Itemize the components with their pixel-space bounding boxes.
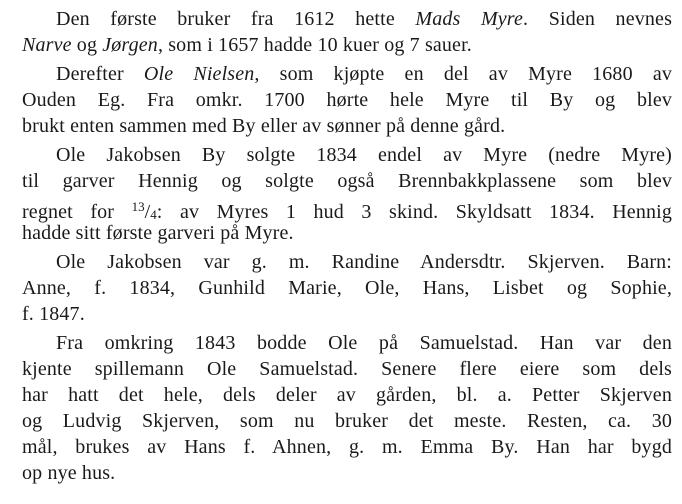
text-run: Den første bruker fra 1612 hette: [56, 8, 416, 30]
text-run: Fra omkring 1843 bodde Ole på Samuelstad. Han var den: [56, 332, 672, 354]
text-run: Ouden Eg. Fra omkr. 1700 hørte hele Myre til By og blev: [22, 89, 672, 111]
paragraph-1-line-2: [22, 32, 672, 58]
text-run: . Siden nevnes: [523, 8, 672, 30]
fraction-part: 13: [131, 199, 145, 214]
italic-name: Mads Myre: [415, 8, 524, 30]
text-run: til garver Hennig og solgte også Brennbakkplassene som blev: [22, 170, 672, 192]
text-run: hadde sitt første garveri på Myre.: [22, 222, 294, 244]
paragraph-2-line-1: [56, 61, 672, 87]
paragraph-3-line-3: [22, 194, 672, 223]
text-run: /: [144, 201, 151, 223]
italic-name: Ole Nielsen: [143, 63, 255, 85]
paragraph-5-line-4: [22, 408, 672, 434]
paragraph-5-line-3: [22, 382, 672, 408]
text-run: op nye hus.: [22, 462, 116, 484]
text-run: Anne, f. 1834, Gunhild Marie, Ole, Hans, Lisbet og Sophie,: [22, 277, 672, 299]
paragraph-2-line-2: [22, 87, 672, 113]
paragraph-4-line-1: [56, 249, 672, 275]
text-run: mål, brukes av Hans f. Ahnen, g. m. Emma By. Han har bygd: [22, 436, 672, 458]
paragraph-2-line-3: [22, 113, 672, 139]
paragraph-5-line-2: [22, 356, 672, 382]
italic-name: Jørgen: [102, 34, 158, 56]
paragraph-4-line-3: [22, 301, 672, 327]
text-run: kjente spillemann Ole Samuelstad. Senere flere eiere som dels: [22, 358, 672, 380]
text-run: Derefter: [56, 63, 144, 85]
text-run: og: [71, 34, 103, 56]
fraction-part: 4: [150, 207, 157, 222]
text-run: og Ludvig Skjerven, som nu bruker det meste. Resten, ca. 30: [22, 410, 672, 432]
text-run: brukt enten sammen med By eller av sønner på denne gård.: [22, 115, 506, 137]
paragraph-5-line-6: [22, 460, 672, 486]
text-run: regnet for: [22, 201, 132, 223]
text-run: har hatt det hele, dels deler av gården, bl. a. Petter Skjerven: [22, 384, 672, 406]
text-run: , som i 1657 hadde 10 kuer og 7 sauer.: [157, 34, 472, 56]
text-run: , som kjøpte en del av Myre 1680 av: [254, 63, 672, 85]
text-run: : av Myres 1 hud 3 skind. Skyldsatt 1834. Hennig: [156, 201, 672, 223]
text-run: Ole Jakobsen var g. m. Randine Andersdtr. Skjerven. Barn:: [56, 251, 672, 273]
paragraph-5-line-5: [22, 434, 672, 460]
paragraph-3-line-1: [56, 142, 672, 168]
paragraph-4-line-2: [22, 275, 672, 301]
text-run: Ole Jakobsen By solgte 1834 endel av Myre (nedre Myre): [56, 144, 672, 166]
paragraph-3-line-4: [22, 220, 672, 246]
text-run: f. 1847.: [22, 303, 85, 325]
italic-name: Narve: [22, 34, 72, 56]
paragraph-1-line-1: [56, 6, 672, 32]
paragraph-3-line-2: [22, 168, 672, 194]
paragraph-5-line-1: [56, 330, 672, 356]
